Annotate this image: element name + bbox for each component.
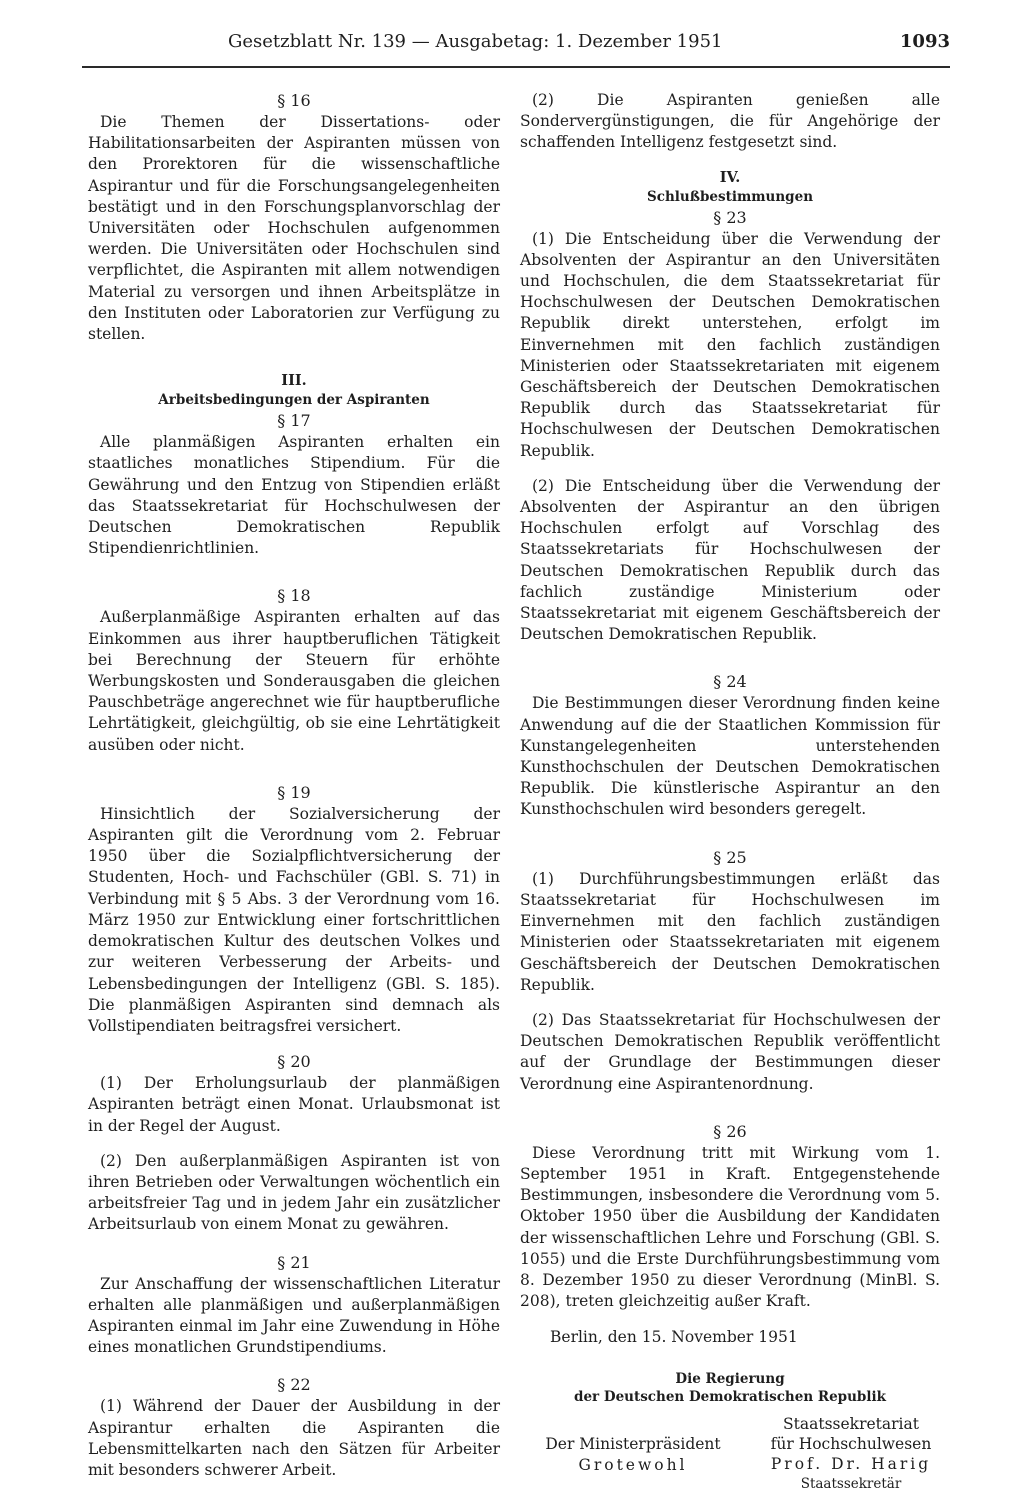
section-21-text: Zur Anschaffung der wissenschaftlichen Literatur erhalten alle planmäßigen und außerplanmäßigen Aspiranten einmal im Jahr eine Zuwendung in Höhe eines monatlichen Grundstipendiums. (88, 1274, 500, 1357)
section-18-text: Außerplanmäßige Aspiranten erhalten auf das Einkommen aus ihrer hauptberuflichen Tätigkeit bei Berechnung der Steuern für erhöhte Werbungskosten und Sonderausgaben die gleichen Pauschbeträge angerechnet wie für hauptberufliche Lehrtätigkeit, gleichgültig, ob sie eine Lehrtätigkeit ausüben oder nicht. (88, 608, 500, 754)
section-23-para-2: (2) Die Entscheidung über die Verwendung der Absolventen der Aspirantur an den übrigen Hochschulen erfolgt auf Vorschlag des Staatssekretariats für Hochschulwesen der Deutschen Demokratischen Republik durch das fachlich zuständige Ministerium oder Staatssekretariat mit eigenem Geschäftsbereich der Deutschen Demokratischen Republik. (520, 476, 940, 644)
section-25-para-1: (1) Durchführungsbestimmungen erläßt das Staatssekretariat für Hochschulwesen im Einvernehmen mit den fachlich zuständigen Ministerien oder Staatssekretariaten mit eigenem Geschäftsbereich der Deutschen Demokratischen Republik. (520, 869, 940, 994)
section-19-text: Hinsichtlich der Sozialversicherung der Aspiranten gilt die Verordnung vom 2. Februar 1950 über die Sozialpflichtversicherung der Studenten, Hoch- und Fachschüler (GBl. S. 71) in Verbindung mit § 5 Abs. 3 der Verordnung vom 16. März 1950 zur Entwicklung einer fortschrittlichen demokratischen Kultur des deutschen Volkes und zur weiteren Verbesserung der Arbeits- und Lebensbedingungen der Intelligenz (GBl. S. 185). Die planmäßigen Aspiranten sind demnach als Vollstipendiaten beitragsfrei versichert. (88, 804, 500, 1035)
section-18-heading: § 18 (277, 586, 311, 606)
section-22-heading: § 22 (277, 1375, 311, 1395)
section-24-text: Die Bestimmungen dieser Verordnung finden keine Anwendung auf die der Staatlichen Kommission für Kunstangelegenheiten unterstehenden Kunsthochschulen der Deutschen Demokratischen Republik. Die künstlerische Aspirantur an den Kunsthochschulen wird besonders geregelt. (520, 694, 940, 819)
signature-block (520, 1414, 940, 1492)
part-3-numeral: III. (281, 372, 307, 390)
section-22-para-2: (2) Die Aspiranten genießen alle Sondervergünstigungen, die für Angehörige der schaffenden Intelligenz festgesetzt sind. (520, 91, 940, 152)
part-4-numeral: IV. (719, 168, 741, 186)
section-16-heading: § 16 (277, 91, 311, 110)
date-line: Berlin, den 15. November 1951 (550, 1328, 798, 1347)
section-21-heading: § 21 (277, 1252, 311, 1272)
section-20-heading: § 20 (277, 1052, 311, 1072)
section-23-heading: § 23 (713, 207, 747, 227)
signer-right-title: Staatssekretär (800, 1476, 902, 1493)
section-17-heading: § 17 (277, 411, 311, 431)
section-16-text: Die Themen der Dissertations- oder Habilitationsarbeiten der Aspiranten müssen von den Prorektoren für die wissenschaftliche Aspirantur und für die Forschungsangelegenheiten bestätigt und in den Forschungsplanvorschlag der Universitäten oder Hochschulen aufgenommen werden. Die Universitäten oder Hochschulen sind verpflichtet, die Aspiranten mit allem notwendigen Material zu versorgen und ihnen Arbeitsplätze in den Instituten oder Laboratorien zur Verfügung zu stellen. (88, 113, 500, 344)
right-column (520, 90, 940, 1492)
part-4-title: Schlußbestimmungen (646, 188, 814, 205)
signer-left-name: Grotewohl (578, 1456, 688, 1475)
signer-left-title: Der Ministerpräsident (545, 1435, 721, 1454)
signer-right-org-1: Staatssekretariat (783, 1415, 919, 1434)
part-3-title: Arbeitsbedingungen der Aspiranten (158, 392, 430, 409)
section-19-heading: § 19 (277, 782, 311, 802)
government-block (520, 1370, 940, 1406)
page-number: 1093 (899, 31, 950, 52)
section-26-text: Diese Verordnung tritt mit Wirkung vom 1. September 1951 in Kraft. Entgegenstehende Bestimmungen, insbesondere die Verordnung vom 5. Oktober 1950 über die Ausbildung der Kandidaten der wissenschaftlichen Lehre und Forschung (GBl. S. 1055) und die Erste Durchführungsbestimmung vom 8. Dezember 1950 zu dieser Verordnung (MinBl. S. 208), treten gleichzeitig außer Kraft. (520, 1143, 940, 1311)
section-22-para-1: (1) Während der Dauer der Ausbildung in der Aspirantur erhalten die Aspiranten die Lebensmittelkarten nach den Sätzen für Arbeiter mit besonders schwerer Arbeit. (88, 1397, 500, 1479)
section-23-para-1: (1) Die Entscheidung über die Verwendung der Absolventen der Aspirantur an den Universitäten und Hochschulen, die dem Staatssekretariat für Hochschulwesen der Deutschen Demokratischen Republik direkt unterstehen, erfolgt im Einvernehmen mit den fachlich zuständigen Ministerien oder Staatssekretariaten mit eigenem Geschäftsbereich der Deutschen Demokratischen Republik durch das Staatssekretariat für Hochschulwesen der Deutschen Demokratischen Republik. (520, 229, 940, 460)
section-25-heading: § 25 (713, 847, 747, 867)
section-26-heading: § 26 (713, 1121, 747, 1141)
government-line-1: Die Regierung (675, 1371, 785, 1388)
section-17-text: Alle planmäßigen Aspiranten erhalten ein staatliches monatliches Stipendium. Für die Gewährung und den Entzug von Stipendien erläßt das Staatssekretariat für Hochschulwesen der Deutschen Demokratischen Republik Stipendienrichtlinien. (88, 433, 500, 558)
section-24-heading: § 24 (713, 672, 747, 692)
signature-right (756, 1414, 946, 1494)
section-25-para-2: (2) Das Staatssekretariat für Hochschulwesen der Deutschen Demokratischen Republik veröffentlicht auf der Grundlage der Bestimmungen dieser Verordnung eine Aspirantenordnung. (520, 1010, 940, 1093)
left-column (88, 90, 500, 1495)
signer-right-name: Prof. Dr. Harig (770, 1455, 932, 1474)
header-divider (82, 66, 950, 68)
signature-left (538, 1434, 728, 1476)
section-20-para-2: (2) Den außerplanmäßigen Aspiranten ist von ihren Betrieben oder Verwaltungen wöchentlich ein arbeitsfreier Tag und in jedem Jahr ein zusätzlicher Arbeitsurlaub von einem Monat zu gewähren. (88, 1151, 500, 1234)
government-line-2: der Deutschen Demokratischen Republik (574, 1389, 886, 1406)
gazette-title: Gesetzblatt Nr. 139 — Ausgabetag: 1. Dezember 1951 (228, 31, 723, 52)
section-20-para-1: (1) Der Erholungsurlaub der planmäßigen Aspiranten beträgt einen Monat. Urlaubsmonat ist in der Regel der August. (88, 1074, 500, 1135)
signer-right-org-2: für Hochschulwesen (770, 1435, 932, 1454)
page-header (80, 31, 950, 61)
